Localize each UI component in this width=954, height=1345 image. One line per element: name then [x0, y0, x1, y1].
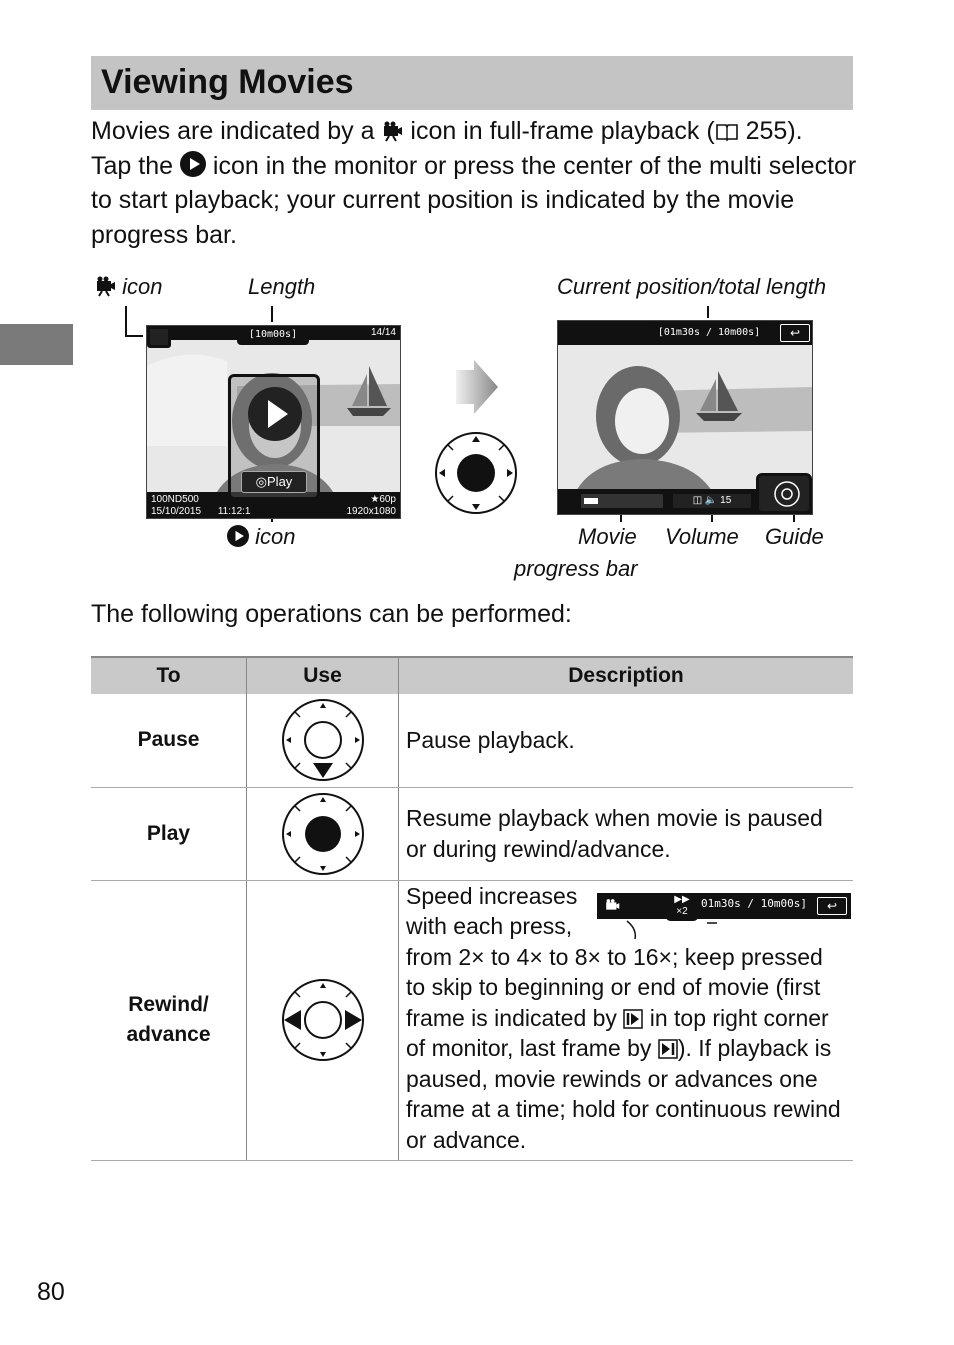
folder-file	[151, 494, 199, 505]
header-description: Description	[399, 657, 854, 694]
movie-icon	[603, 898, 621, 914]
multi-selector-left-right-icon	[281, 978, 365, 1062]
frame-size: 1920x1080	[346, 506, 396, 517]
right-monitor-screen	[557, 320, 813, 515]
current-position-label: Current position/total length	[557, 274, 827, 299]
movie-icon-label-text: icon	[122, 274, 163, 299]
intro-text-2: icon in full-frame playback (	[403, 117, 715, 145]
movie-length-display: [10m00s]	[237, 325, 309, 345]
operations-intro: The following operations can be performed:	[91, 600, 572, 628]
position-value: 01m30s / 10m00s	[663, 327, 755, 338]
arrow-right-icon	[452, 358, 500, 416]
operations-table	[91, 656, 853, 1161]
table-row	[91, 694, 853, 787]
desc-rest-b: in top right corner of monitor, last frame by	[406, 1004, 829, 1061]
play-icon	[246, 385, 304, 443]
table-header-row	[91, 657, 853, 694]
inset-position-value: 01m30s / 10m00s	[701, 896, 801, 910]
row-description: Pause playback.	[399, 694, 854, 787]
intro-text-1: Movies are indicated by a	[91, 117, 382, 145]
last-frame-icon	[658, 1039, 678, 1059]
progress-fill	[584, 498, 598, 504]
play-button-overlay[interactable]	[228, 374, 320, 500]
table-row	[91, 880, 853, 1160]
guide-label: Guide	[765, 524, 824, 549]
inset-image-edge	[597, 919, 851, 939]
multi-selector-center-icon	[281, 792, 365, 876]
multi-selector-down-icon	[281, 698, 365, 782]
table-row	[91, 787, 853, 880]
row-action-line2: advance	[126, 1023, 211, 1046]
volume-control[interactable]: ◫ 🔈 15	[670, 491, 754, 511]
desc-line2: with each press,	[406, 913, 573, 939]
length-value: 10m00s	[254, 329, 292, 340]
header-to: To	[91, 657, 247, 694]
row-use	[247, 787, 399, 880]
play-label-badge: ◎Play	[241, 471, 307, 493]
frame-count: 14/14	[370, 327, 396, 338]
date-time	[151, 506, 250, 517]
volume-value: 15	[720, 495, 732, 506]
row-action-line1: Rewind/	[128, 993, 209, 1016]
guide-control[interactable]	[756, 473, 812, 514]
rewind-inset-screen	[597, 893, 851, 939]
row-use	[247, 694, 399, 787]
row-action	[91, 880, 247, 1160]
frame-rate-text: 60p	[379, 494, 396, 505]
play-icon-label	[227, 524, 295, 550]
desc-rest-a: from 2× to 4× to 8× to 16×; keep pressed to skip to beginning or end of movie (first frame is indicated by	[406, 943, 823, 1031]
desc-line1: Speed increases	[406, 882, 578, 909]
back-icon[interactable]: ↩	[780, 324, 810, 342]
progress-bar-label-2: progress bar	[514, 556, 638, 581]
speed-value: ×2	[676, 905, 688, 917]
row-description	[399, 880, 854, 1160]
length-label: Length	[248, 274, 316, 299]
play-label: Play	[267, 474, 293, 489]
intro-text-4: icon in the monitor or press the center of the multi selector to start playback; your current position is indicated by the movie progress bar.	[91, 151, 857, 249]
row-description: Resume playback when movie is paused or during rewind/advance.	[399, 787, 854, 880]
first-frame-icon	[623, 1009, 643, 1029]
date-text: 15/10/2015	[151, 506, 202, 517]
multi-selector-center-icon	[434, 431, 518, 515]
row-action: Pause	[91, 694, 247, 787]
inset-position: 01m30s / 10m00s]	[701, 896, 807, 910]
desc-rest-c: ). If playback is paused, movie rewinds or advances one frame at a time; hold for continuous rewind or advance.	[406, 1035, 841, 1153]
play-icon	[227, 525, 249, 547]
header-use: Use	[247, 657, 399, 694]
progress-bar-label-1: Movie	[578, 524, 637, 549]
reference-page: 255).	[745, 117, 803, 145]
left-monitor-screen	[146, 325, 401, 519]
speed-indicator: ▶▶ ×2	[665, 893, 699, 921]
movie-progress-bar[interactable]	[578, 491, 666, 511]
position-display: [01m30s / 10m00s]	[650, 321, 768, 345]
folder-file-text: 100ND500	[151, 494, 199, 505]
back-icon: ↩	[817, 897, 847, 915]
intro-text-3: Tap the	[91, 151, 180, 180]
rating-text: ★	[370, 494, 380, 505]
play-icon-label-text: icon	[255, 524, 296, 549]
guide-selector-icon	[773, 480, 801, 508]
page-title: Viewing Movies	[101, 63, 354, 101]
page-number: 80	[37, 1278, 65, 1306]
row-action: Play	[91, 787, 247, 880]
movie-icon-indicator	[147, 326, 171, 348]
rating-frame-rate	[370, 494, 396, 505]
time-text: 11:12:1	[217, 506, 251, 517]
row-use	[247, 880, 399, 1160]
volume-label: Volume	[665, 524, 739, 549]
